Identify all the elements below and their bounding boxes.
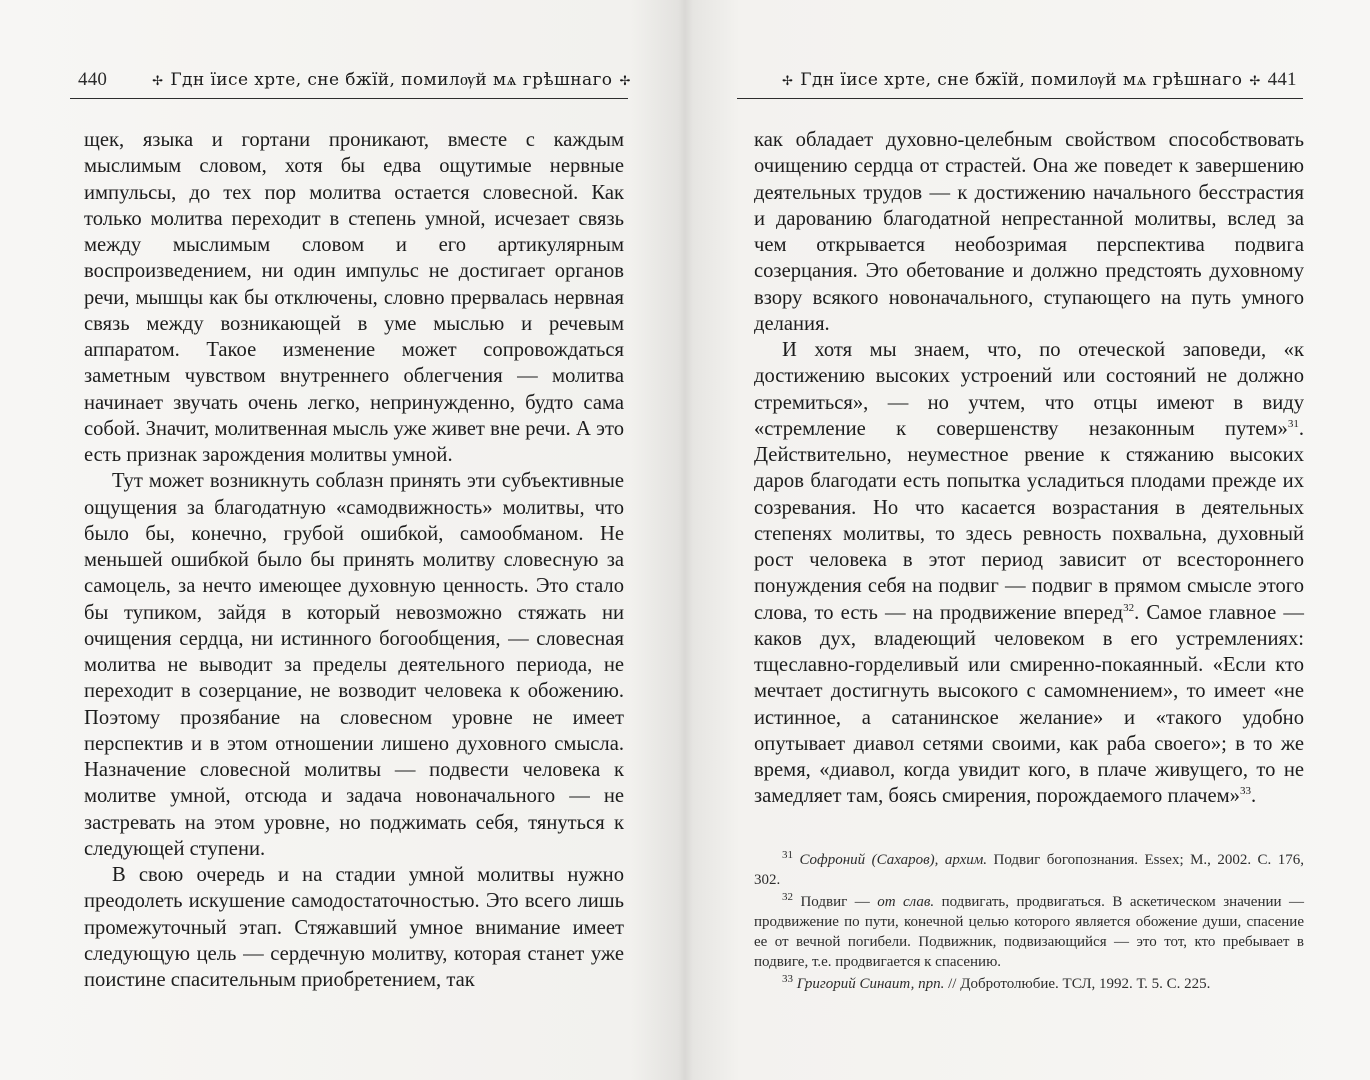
paragraph: как обладает духовно-целебным свойством способствовать очищению сердца от страстей. Она же поведет к завершению деятельных трудов — к достижению начального бесстрастия и дарованию благодатной непрестанной молитвы, вслед за чем открывается необозримая перспектива подвига созерцания. Это обетование и должно предстоять духовному взору всякого новоначального, ступающего на путь умного делания.: [754, 129, 1304, 335]
ornament-cross-icon: ✢: [782, 74, 794, 89]
footnote-number: 32: [782, 891, 793, 903]
header-rule-right: [737, 98, 1303, 99]
right-page: [685, 0, 1370, 1080]
running-head-right: [741, 62, 1301, 98]
footnote-ref-31[interactable]: 31: [1287, 417, 1299, 430]
footnote-32: [754, 892, 1304, 972]
footnote-number: 33: [782, 973, 793, 985]
running-head-text-left: Гдн їисе хрте, сне бжїй, помилѹй мѧ грѣшнаго: [170, 70, 613, 90]
footnote-author: Софроний (Сахаров), архим.: [799, 852, 988, 868]
footnote-italic: от слав.: [877, 894, 935, 910]
body-text-right: [754, 127, 1304, 810]
running-head-title-left: [145, 70, 638, 90]
paragraph: Тут может возникнуть соблазн принять эти субъективные ощущения за благодатную «самодвижность» молитвы, что было бы, конечно, грубой ошибкой, самообманом. Не меньшей ошибкой было бы принять молитву словесную за самоцель, за нечто имеющее духовную ценность. Это стало бы тупиком, зайдя в который невозможно стяжать ни очищения сердца, ни истинного богообщения, — словесная молитва не выводит за пределы деятельного периода, не переходит в созерцание, не возводит человека к обожению. Поэтому прозябание на словесном уровне не имеет перспектив и в этом отношении лишено духовного смысла. Назначение словесной молитвы — подвести человека к молитве умной, отсюда и задача новоначального — не застревать на этом уровне, но поджимать себя, тянуться к следующей ступени.: [84, 470, 624, 860]
paragraph-text: И хотя мы знаем, что, по отеческой заповеди, «к достижению высоких устроений или состояний не должно стремиться», — но учтем, что отцы имеют в виду «стремление к совершенству незаконным путем»: [754, 339, 1304, 440]
paragraph-text: . Действительно, неуместное рвение к стяжанию высоких даров благодати есть попытка усладиться плодами прежде их созревания. Но что касается возрастания в деятельных степенях молитвы, то здесь ревность похвальна, духовный рост человека в этот период зависит от всестороннего понуждения себя на подвиг — подвиг в прямом смысле этого слова, то есть — на продвижение вперед: [754, 417, 1304, 624]
ornament-cross-icon: ✢: [152, 74, 164, 89]
paragraph: щек, языка и гортани проникают, вместе с каждым мыслимым словом, хотя бы едва ощутимые нервные импульсы, до тех пор молитва остается словесной. Как только молитва переходит в степень умной, исчезает связь между мыслимым словом и его артикулярным воспроизведением, ни один импульс не достигает органов речи, мышцы как бы отключены, словно прервалась нервная связь между возникающей в уме мыслью и речевым аппаратом. Такое изменение может сопровождаться заметным чувством внутреннего облегчения — молитва начинает звучать очень легко, непринужденно, будто сама собой. Значит, молитвенная мысль уже живет вне речи. А это есть признак зарождения молитвы умной.: [84, 129, 624, 466]
paragraph-text: .: [1250, 785, 1257, 808]
body-text-left: [84, 127, 624, 993]
ornament-cross-icon: ✢: [1249, 74, 1261, 89]
page-number-left: 440: [78, 69, 108, 90]
footnote-author: Григорий Синаит, прп.: [796, 976, 945, 992]
footnote-text: подвигать, продвигаться. В аскетическом значении — продвижение по пути, конечной целью которого является обожение души, спасение ее от вечной погибели. Подвижник, подвизающийся — это тот, кто пребывает в подвиге, т.е. продвигается к спасению.: [754, 894, 1304, 970]
footnote-text: Подвиг —: [793, 894, 878, 910]
footnote-33: [754, 974, 1304, 994]
footnote-number: 31: [782, 849, 793, 861]
paragraph: [754, 337, 1304, 810]
footnote-ref-32[interactable]: 32: [1123, 601, 1135, 614]
footnote-31: [754, 850, 1304, 890]
running-head-text-right: Гдн їисе хрте, сне бжїй, помилѹй мѧ грѣшнаго: [800, 70, 1243, 90]
running-head-left: [78, 62, 631, 98]
header-rule-left: [70, 98, 628, 99]
running-head-title-right: [775, 70, 1268, 90]
paragraph-text: . Самое главное — каков дух, владеющий человеком в его устремлениях: тщеславно-горделивый или смиренно-покаянный. «Если кто мечтает достигнуть высокого с самомнением», то имеет «не истинное, а сатанинское желание» и «такого удобно опутывает диавол сетями своими, как раба своего»; в то же время, «диавол, когда увидит кого, в плаче живущего, то не замедляет там, боясь смирения, порождаемого плачем»: [754, 601, 1304, 808]
paragraph: В свою очередь и на стадии умной молитвы нужно преодолеть искушение самодостаточностью. Это всего лишь промежуточный этап. Стяжавший умное внимание имеет следующую цель — сердечную молитву, которая станет уже поистине спасительным приобретением, так: [84, 864, 624, 991]
page-number-right: 441: [1267, 69, 1297, 90]
footnote-ref-33[interactable]: 33: [1239, 785, 1251, 798]
footnote-text: // Добротолюбие. ТСЛ, 1992. Т. 5. С. 225.: [944, 976, 1211, 992]
footnote-text: Подвиг богопознания. Essex; М., 2002. С. 176, 302.: [754, 852, 1305, 888]
ornament-cross-icon: ✢: [619, 74, 631, 89]
footnotes: [754, 850, 1304, 996]
